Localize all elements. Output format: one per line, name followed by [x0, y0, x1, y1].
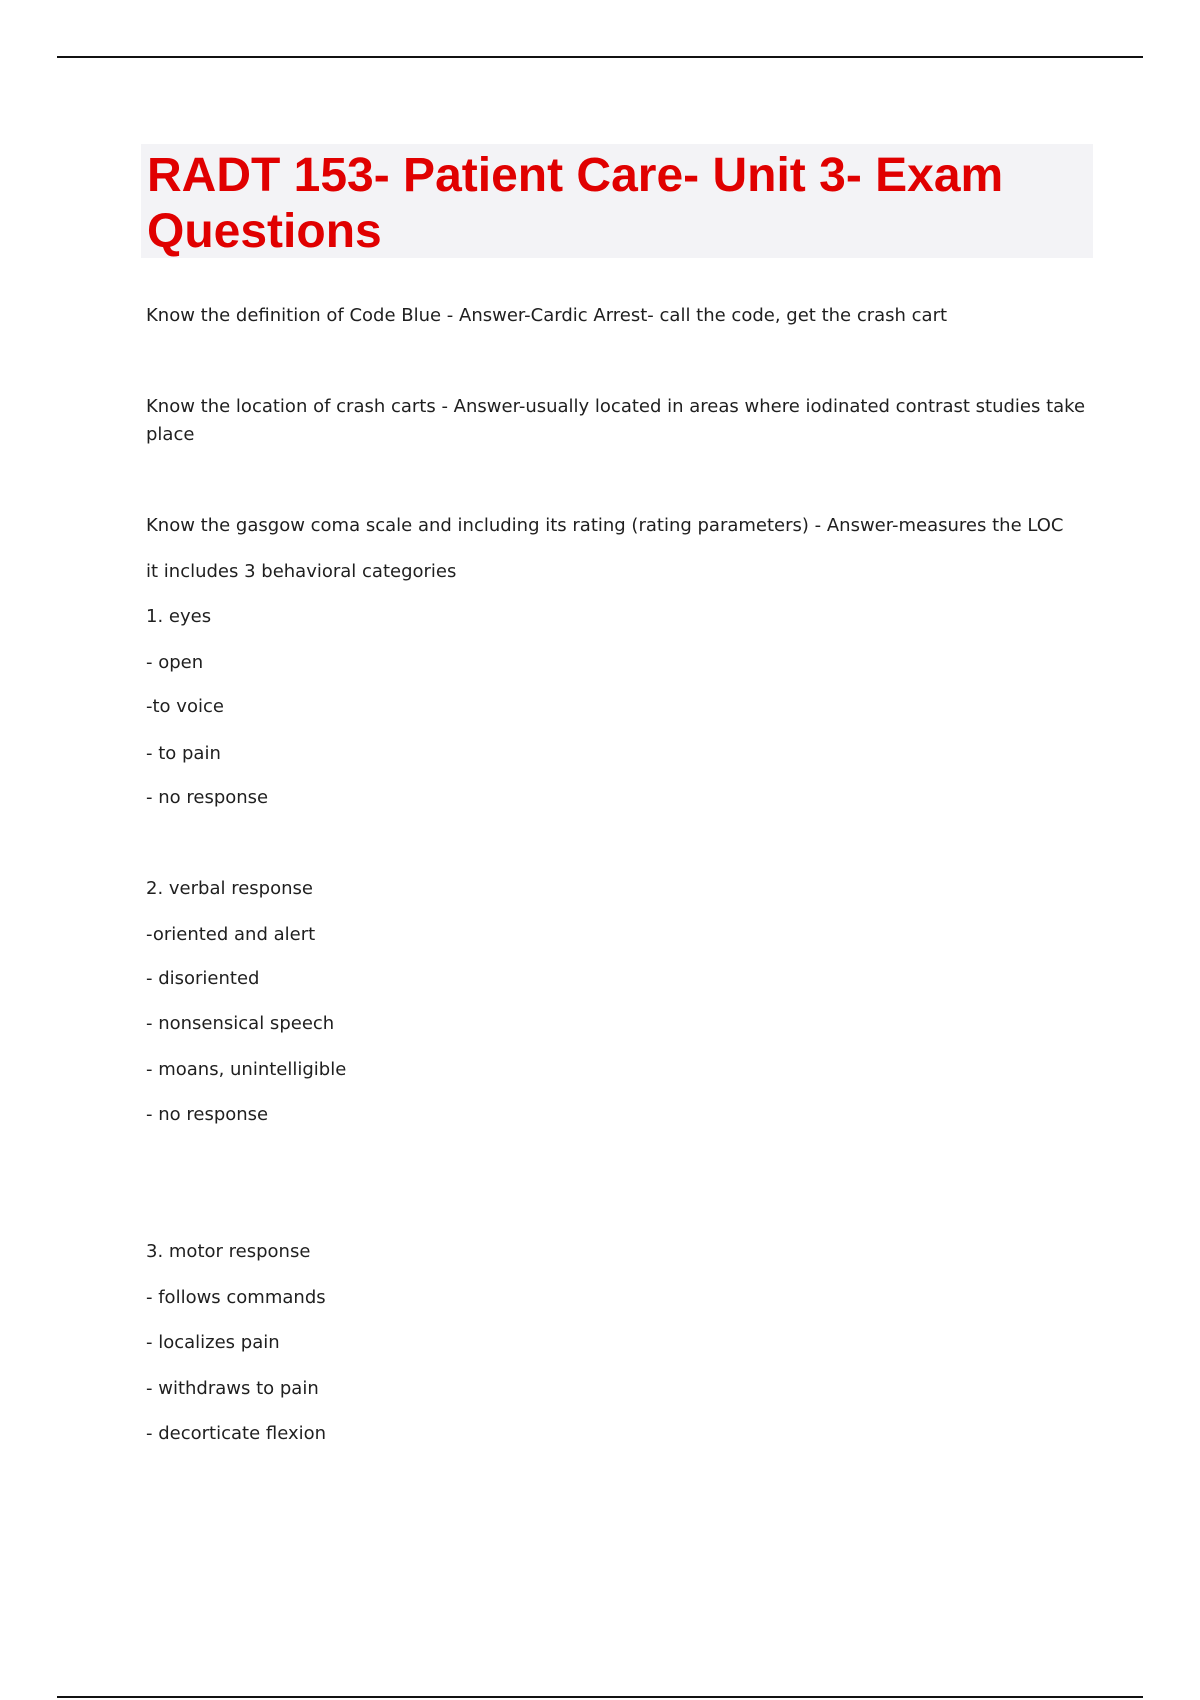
list-item: 1. eyes	[146, 606, 212, 627]
list-item: - open	[146, 652, 204, 673]
qa-glasgow-coma-scale: Know the gasgow coma scale and including its rating (rating parameters) - Answer-measures the LOC	[146, 515, 1064, 536]
list-item: - nonsensical speech	[146, 1013, 335, 1034]
list-item: 2. verbal response	[146, 878, 313, 899]
qa-code-blue: Know the definition of Code Blue - Answer-Cardic Arrest- call the code, get the crash cart	[146, 305, 948, 326]
title-banner	[141, 144, 1093, 258]
list-item: - to pain	[146, 743, 221, 764]
list-item: - no response	[146, 1104, 269, 1125]
list-item: - decorticate flexion	[146, 1423, 327, 1444]
list-item: it includes 3 behavioral categories	[146, 561, 457, 582]
qa-crash-cart-location: Know the location of crash carts - Answer-usually located in areas where iodinated contrast studies take place	[146, 396, 1086, 445]
list-item: -to voice	[146, 696, 224, 717]
list-item: - follows commands	[146, 1287, 326, 1308]
bottom-divider	[57, 1696, 1143, 1698]
list-item: - no response	[146, 787, 269, 808]
top-divider	[57, 56, 1143, 58]
list-item: - localizes pain	[146, 1332, 280, 1353]
list-item: - moans, unintelligible	[146, 1059, 347, 1080]
list-item: -oriented and alert	[146, 924, 316, 945]
list-item: 3. motor response	[146, 1241, 311, 1262]
list-item: - withdraws to pain	[146, 1378, 319, 1399]
document-title: RADT 153- Patient Care- Unit 3- Exam Questions	[147, 149, 1004, 258]
list-item: - disoriented	[146, 968, 260, 989]
